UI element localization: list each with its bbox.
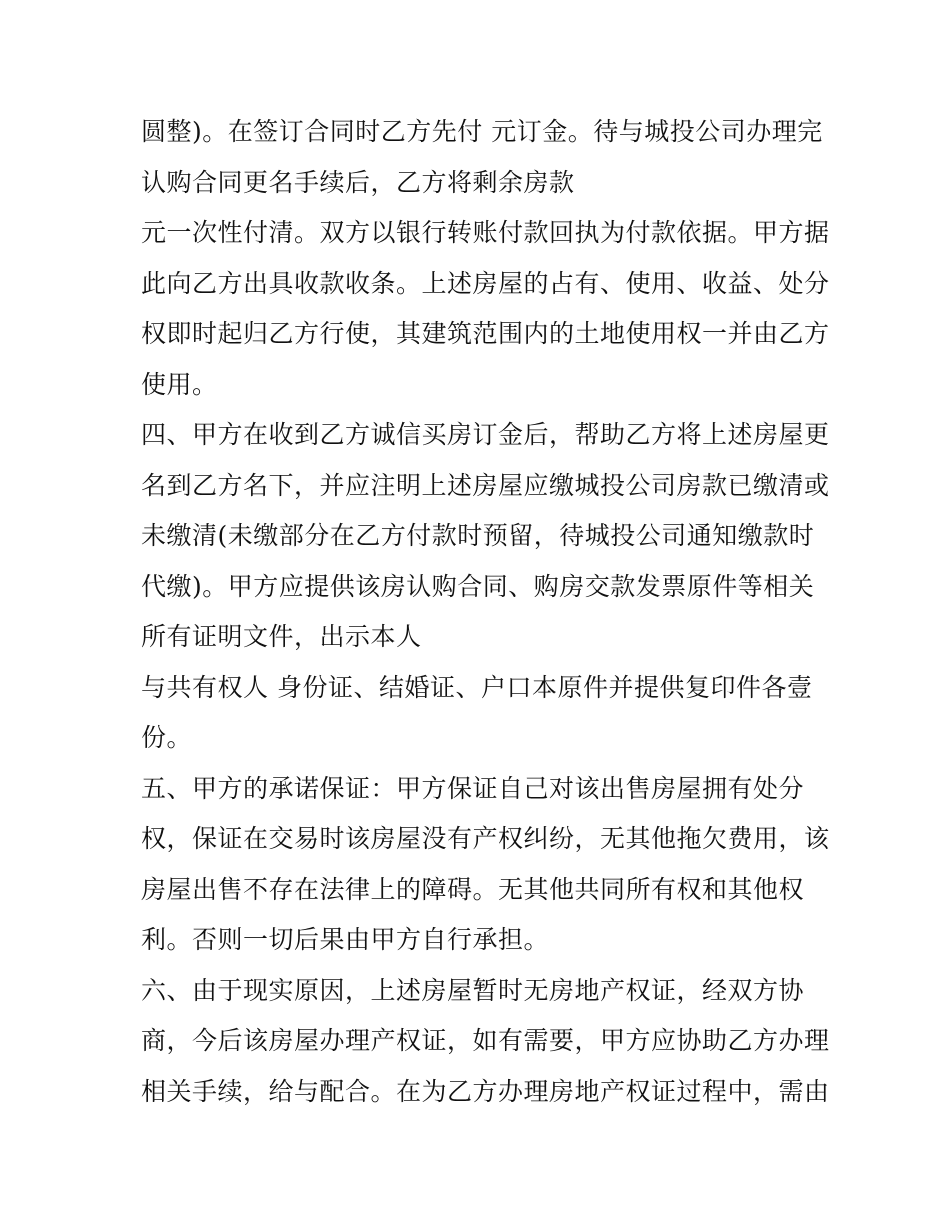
text-line: 使用。: [141, 369, 218, 399]
text-line: 代缴)。甲方应提供该房认购合同、购房交款发票原件等相关: [141, 571, 815, 601]
text-line: 权即时起归乙方行使，其建筑范围内的土地使用权一并由乙方: [141, 319, 830, 348]
text-line: 元一次性付清。双方以银行转账付款回执为付款依据。甲方据: [141, 218, 830, 247]
text-line: 六、由于现实原因，上述房屋暂时无房地产权证，经双方协: [141, 975, 805, 1005]
text-line: 份。: [141, 723, 193, 752]
text-line: 此向乙方出具收款收条。上述房屋的占有、使用、收益、处分: [141, 268, 830, 298]
text-line: 认购合同更名手续后，乙方将剩余房款: [141, 167, 575, 197]
text-line: 五、甲方的承诺保证：甲方保证自己对该出售房屋拥有处分: [141, 773, 805, 803]
contract-body: [141, 107, 830, 1117]
text-line: 未缴清(未缴部分在乙方付款时预留，待城投公司通知缴款时: [141, 521, 815, 550]
text-line: 相关手续，给与配合。在为乙方办理房地产权证过程中，需由: [141, 1076, 830, 1106]
text-line: 权，保证在交易时该房屋没有产权纠纷，无其他拖欠费用，该: [141, 824, 830, 853]
text-line: 名到乙方名下，并应注明上述房屋应缴城投公司房款已缴清或: [141, 470, 830, 500]
text-line: 与共有权人 身份证、结婚证、户口本原件并提供复印件各壹: [141, 672, 813, 702]
text-line: 商，今后该房屋办理产权证，如有需要，甲方应协助乙方办理: [141, 1026, 830, 1055]
text-line: 利。否则一切后果由甲方自行承担。: [141, 925, 550, 954]
text-line: 房屋出售不存在法律上的障碍。无其他共同所有权和其他权: [141, 874, 805, 904]
text-line: 四、甲方在收到乙方诚信买房订金后，帮助乙方将上述房屋更: [141, 420, 830, 449]
text-line: 圆整)。在签订合同时乙方先付 元订金。待与城投公司办理完: [141, 117, 823, 146]
text-line: 所有证明文件，出示本人: [141, 622, 422, 651]
